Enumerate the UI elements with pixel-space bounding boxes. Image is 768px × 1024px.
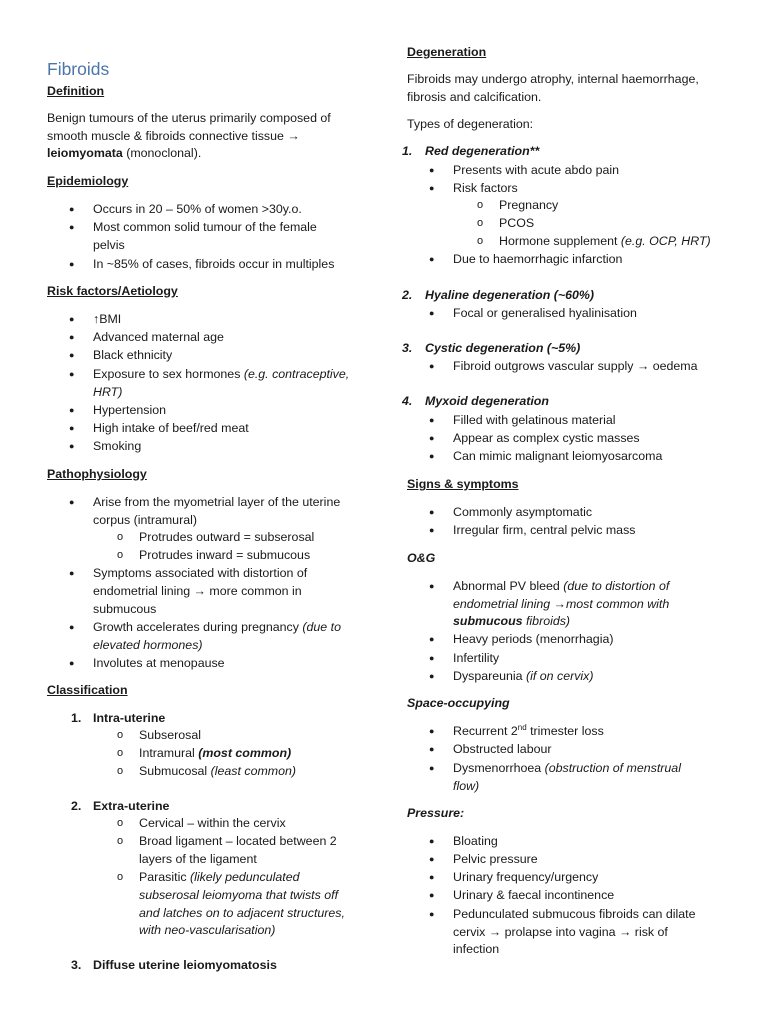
circle-bullet-icon: o	[117, 729, 124, 741]
list-item: Bloating	[453, 834, 498, 848]
bullet-icon: ●	[69, 332, 75, 342]
list-item: submucous	[93, 602, 157, 616]
bullet-icon: ●	[69, 423, 75, 433]
bullet-icon: ●	[69, 259, 75, 269]
circle-bullet-icon: o	[117, 765, 124, 777]
list-item: Arise from the myometrial layer of the uterine	[93, 495, 341, 509]
list-item: Involutes at menopause	[93, 656, 225, 670]
sub-item: layers of the ligament	[139, 852, 257, 866]
list-item: Hypertension	[93, 403, 167, 417]
list-item: Presents with acute abdo pain	[453, 163, 620, 177]
bullet-icon: ●	[69, 204, 75, 214]
list-item-note: submucous fibroids)	[453, 614, 571, 628]
degeneration-heading: Degeneration	[407, 45, 487, 59]
list-item: cervix → prolapse into vagina → risk of	[453, 925, 668, 939]
bullet-icon: ●	[429, 726, 435, 736]
list-item: Appear as complex cystic masses	[453, 431, 640, 445]
list-number: 3.	[402, 341, 413, 355]
bullet-icon: ●	[429, 581, 435, 591]
bullet-icon: ●	[69, 369, 75, 379]
paragraph-line: Fibroids may undergo atrophy, internal haemorrhage,	[407, 72, 699, 86]
list-item: ↑BMI	[93, 312, 122, 326]
list-item: Commonly asymptomatic	[453, 505, 593, 519]
sub-item: PCOS	[499, 216, 535, 230]
circle-bullet-icon: o	[117, 531, 124, 543]
bullet-icon: ●	[429, 763, 435, 773]
list-item: Pelvic pressure	[453, 852, 538, 866]
list-item: corpus (intramural)	[93, 513, 197, 527]
sub-item: Hormone supplement (e.g. OCP, HRT)	[499, 234, 711, 248]
bullet-icon: ●	[429, 308, 435, 318]
list-item: Occurs in 20 – 50% of women >30y.o.	[93, 202, 302, 216]
list-item: Most common solid tumour of the female	[93, 220, 317, 234]
list-item: Exposure to sex hormones (e.g. contraceptive,	[93, 367, 350, 381]
list-item: Fibroid outgrows vascular supply → oedema	[453, 359, 698, 373]
bullet-icon: ●	[429, 361, 435, 371]
bullet-icon: ●	[429, 451, 435, 461]
bullet-icon: ●	[429, 525, 435, 535]
list-item: Heavy periods (menorrhagia)	[453, 632, 614, 646]
bullet-icon: ●	[69, 441, 75, 451]
sub-item: Pregnancy	[499, 198, 559, 212]
risk-heading: Risk factors/Aetiology	[47, 284, 178, 298]
list-number: 1.	[71, 711, 82, 725]
list-item: Advanced maternal age	[93, 330, 224, 344]
list-item: Focal or generalised hyalinisation	[453, 306, 637, 320]
list-number: 2.	[71, 799, 82, 813]
bullet-icon: ●	[429, 890, 435, 900]
list-item: Urinary & faecal incontinence	[453, 888, 615, 902]
paragraph-line: fibrosis and calcification.	[407, 90, 542, 104]
definition-text: Benign tumours of the uterus primarily composed of smooth muscle & fibroids connective tissue → leiomyomata (monoclonal).	[47, 111, 331, 160]
circle-bullet-icon: o	[477, 199, 484, 211]
bullet-icon: ●	[69, 658, 75, 668]
list-item: High intake of beef/red meat	[93, 421, 249, 435]
list-item: Risk factors	[453, 181, 518, 195]
sub-item: Parasitic (likely pedunculated	[139, 870, 300, 884]
list-item: Intra-uterine	[93, 711, 166, 725]
list-item: Abnormal PV bleed (due to distortion of	[453, 579, 670, 593]
pressure-heading: Pressure:	[407, 806, 465, 820]
degeneration-type: Cystic degeneration (~5%)	[425, 341, 581, 355]
circle-bullet-icon: o	[477, 217, 484, 229]
epidemiology-heading: Epidemiology	[47, 174, 129, 188]
circle-bullet-icon: o	[477, 235, 484, 247]
list-item: Urinary frequency/urgency	[453, 870, 599, 884]
list-item: Recurrent 2nd trimester loss	[453, 722, 604, 738]
degeneration-type: Myxoid degeneration	[425, 394, 549, 408]
bullet-icon: ●	[69, 497, 75, 507]
list-item: Smoking	[93, 439, 142, 453]
list-item: Obstructed labour	[453, 742, 552, 756]
signs-heading: Signs & symptoms	[407, 477, 519, 491]
bullet-icon: ●	[429, 183, 435, 193]
bullet-icon: ●	[69, 222, 75, 232]
degeneration-type: Hyaline degeneration (~60%)	[425, 288, 595, 302]
list-item: infection	[453, 942, 500, 956]
paragraph-line: Types of degeneration:	[407, 117, 534, 131]
list-item: Black ethnicity	[93, 348, 173, 362]
bullet-icon: ●	[429, 872, 435, 882]
list-number: 1.	[402, 144, 413, 158]
list-item-note: endometrial lining →most common with	[453, 597, 670, 611]
list-item: Dyspareunia (if on cervix)	[453, 669, 594, 683]
bullet-icon: ●	[69, 405, 75, 415]
sub-item: Protrudes outward = subserosal	[139, 530, 315, 544]
bullet-icon: ●	[69, 350, 75, 360]
circle-bullet-icon: o	[117, 747, 124, 759]
sub-item: Subserosal	[139, 728, 201, 742]
bullet-icon: ●	[429, 854, 435, 864]
sub-item: Broad ligament – located between 2	[139, 834, 337, 848]
circle-bullet-icon: o	[117, 549, 124, 561]
definition-heading: Definition	[47, 84, 105, 98]
list-item: Extra-uterine	[93, 799, 170, 813]
bullet-icon: ●	[429, 671, 435, 681]
sub-item: Intramural (most common)	[139, 746, 292, 760]
list-number: 2.	[402, 288, 413, 302]
bullet-icon: ●	[429, 415, 435, 425]
bullet-icon: ●	[69, 622, 75, 632]
sub-item: Submucosal (least common)	[139, 764, 297, 778]
list-item: Dysmenorrhoea (obstruction of menstrual	[453, 761, 681, 775]
list-item: Filled with gelatinous material	[453, 413, 616, 427]
list-item-note: flow)	[453, 779, 480, 793]
bullet-icon: ●	[429, 254, 435, 264]
list-item: Due to haemorrhagic infarction	[453, 252, 623, 266]
list-item: Diffuse uterine leiomyomatosis	[93, 958, 277, 972]
bullet-icon: ●	[69, 568, 75, 578]
bullet-icon: ●	[429, 836, 435, 846]
sub-item: Protrudes inward = submucous	[139, 548, 311, 562]
bullet-icon: ●	[429, 653, 435, 663]
list-item-note: elevated hormones)	[93, 638, 203, 652]
list-item: endometrial lining → more common in	[93, 584, 302, 598]
list-item: Symptoms associated with distortion of	[93, 566, 308, 580]
sub-item-note: subserosal leiomyoma that twists off	[139, 888, 339, 902]
space-occupying-heading: Space-occupying	[407, 696, 510, 710]
pathophysiology-heading: Pathophysiology	[47, 467, 147, 481]
sub-item-note: and latches on to adjacent structures,	[139, 906, 345, 920]
list-item: pelvis	[93, 238, 125, 252]
circle-bullet-icon: o	[117, 835, 124, 847]
circle-bullet-icon: o	[117, 817, 124, 829]
degeneration-type: Red degeneration**	[425, 144, 540, 158]
bullet-icon: ●	[69, 314, 75, 324]
page-title: Fibroids	[47, 59, 110, 79]
bullet-icon: ●	[429, 909, 435, 919]
list-number: 3.	[71, 958, 82, 972]
bullet-icon: ●	[429, 634, 435, 644]
classification-heading: Classification	[47, 683, 128, 697]
sub-item: Cervical – within the cervix	[139, 816, 286, 830]
list-item-note: HRT)	[93, 385, 123, 399]
list-item: Growth accelerates during pregnancy (due to	[93, 620, 341, 634]
bullet-icon: ●	[429, 433, 435, 443]
list-item: In ~85% of cases, fibroids occur in multiples	[93, 257, 335, 271]
bullet-icon: ●	[429, 744, 435, 754]
sub-item-note: with neo-vascularisation)	[139, 923, 276, 937]
list-item: Can mimic malignant leiomyosarcoma	[453, 449, 663, 463]
list-item: Pedunculated submucous fibroids can dilate	[453, 907, 696, 921]
list-item: Irregular firm, central pelvic mass	[453, 523, 636, 537]
og-heading: O&G	[407, 551, 436, 565]
bullet-icon: ●	[429, 165, 435, 175]
list-item: Infertility	[453, 651, 500, 665]
bullet-icon: ●	[429, 507, 435, 517]
list-number: 4.	[402, 394, 413, 408]
circle-bullet-icon: o	[117, 871, 124, 883]
